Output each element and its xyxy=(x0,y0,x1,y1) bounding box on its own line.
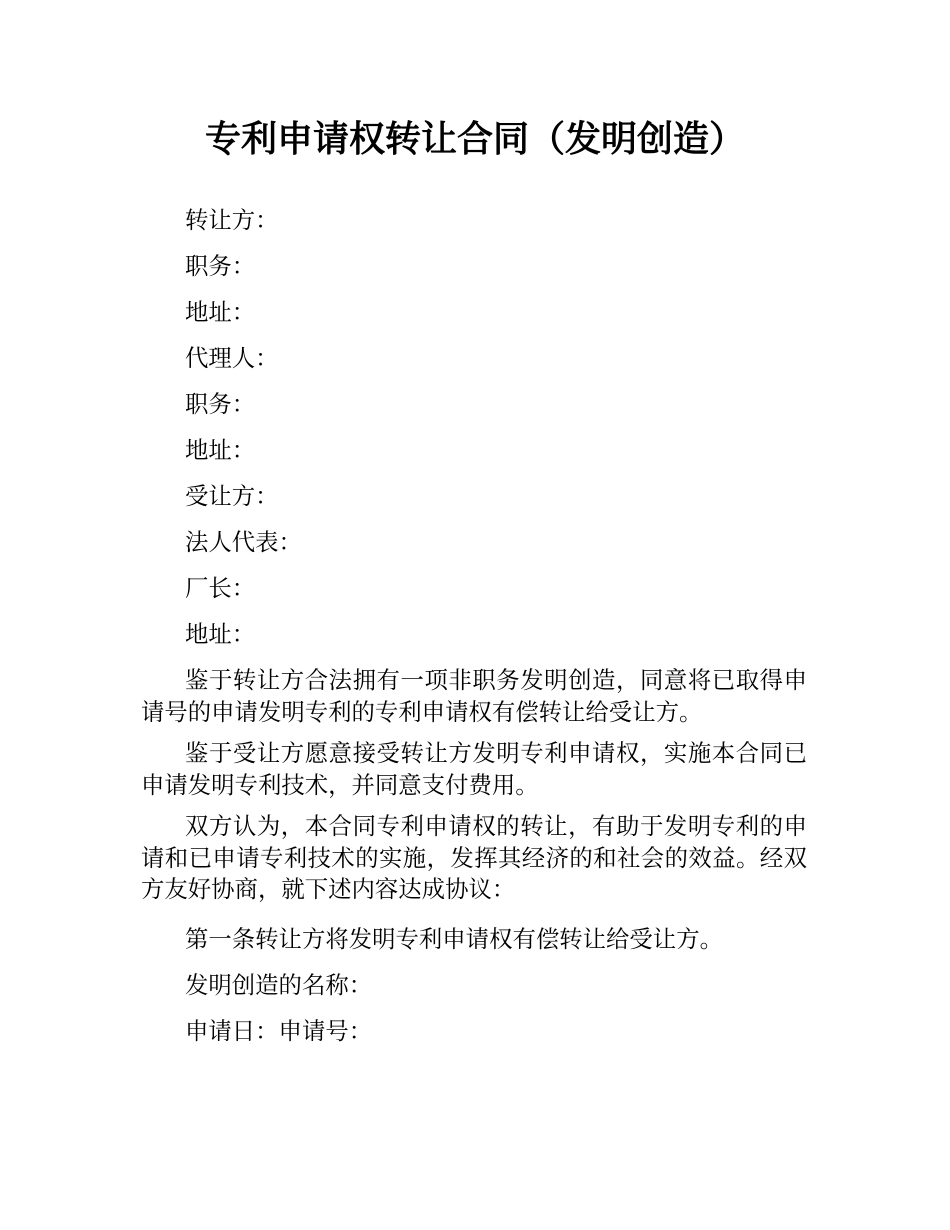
paragraph-whereas-transferor: 鉴于转让方合法拥有一项非职务发明创造，同意将已取得申请号的申请发明专利的专利申请权有偿转让给受让方。 xyxy=(141,666,807,726)
document-title: 专利申请权转让合同（发明创造） xyxy=(204,119,745,160)
clause-invention-name: 发明创造的名称： xyxy=(185,970,373,999)
field-transferor: 转让方： xyxy=(185,206,279,234)
clause-article-one: 第一条转让方将发明专利申请权有偿转让给受让方。 xyxy=(185,924,723,953)
paragraph-whereas-transferee: 鉴于受让方愿意接受转让方发明专利申请权，实施本合同已申请发明专利技术，并同意支付费用。 xyxy=(141,739,807,799)
paragraph-agreement-intro: 双方认为，本合同专利申请权的转让，有助于发明专利的申请和已申请专利技术的实施，发挥其经济的和社会的效益。经双方友好协商，就下述内容达成协议： xyxy=(141,812,807,903)
field-transferor-address: 地址： xyxy=(185,298,256,326)
field-transferor-position: 职务： xyxy=(185,252,256,280)
field-transferee: 受让方： xyxy=(185,482,279,510)
document-body xyxy=(141,197,807,1054)
clause-application-date-number: 申请日：申请号： xyxy=(185,1016,373,1045)
field-factory-director: 厂长： xyxy=(185,574,256,602)
field-agent-address: 地址： xyxy=(185,436,256,464)
field-legal-representative: 法人代表： xyxy=(185,528,302,556)
field-transferee-address: 地址： xyxy=(185,620,256,648)
field-agent: 代理人： xyxy=(185,344,279,372)
field-agent-position: 职务： xyxy=(185,390,256,418)
